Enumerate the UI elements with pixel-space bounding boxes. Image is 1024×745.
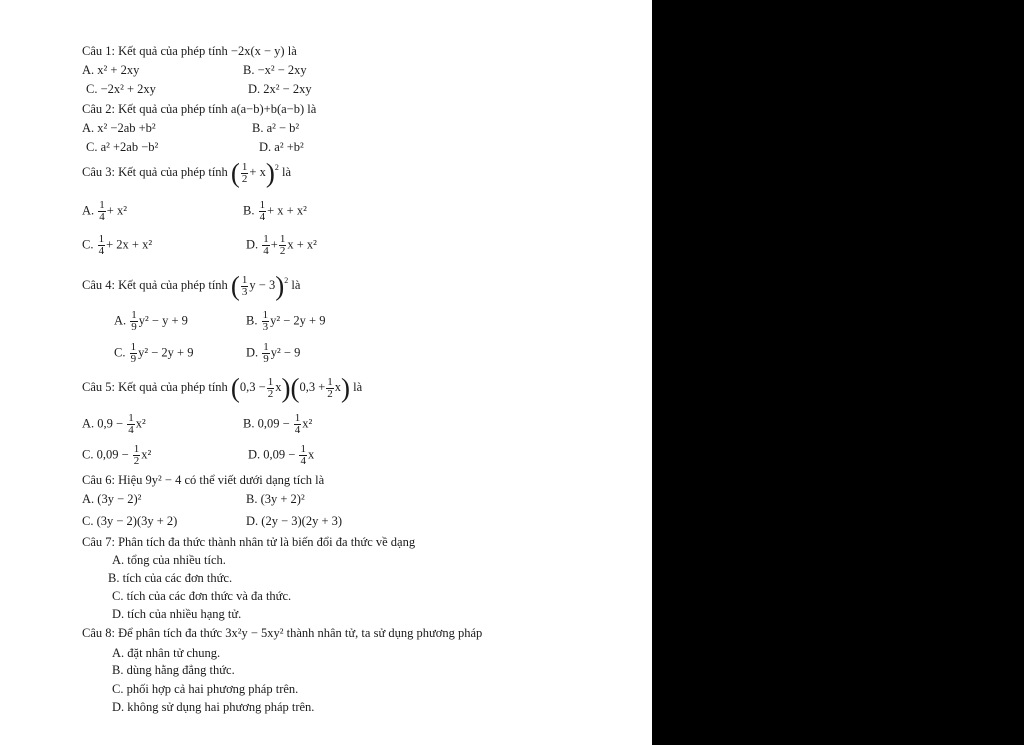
question-7-stem: Câu 7: Phân tích đa thức thành nhân tử là biến đổi đa thức về dạng	[82, 535, 416, 549]
q4-option-c: C. $\frac{1}{9}$ y² − 2y + 9	[114, 341, 194, 365]
question-1-stem: Câu 1: Kết quả của phép tính −2x(x − y) là	[82, 44, 297, 58]
q7-option-c: C. tích của các đơn thức và đa thức.	[112, 589, 292, 603]
q3-option-a: A. $\frac{1}{4}$ + x²	[82, 199, 127, 223]
q7-option-d: D. tích của nhiều hạng tử.	[112, 607, 242, 621]
q6-option-b: B. (3y + 2)²	[246, 492, 305, 506]
q2-option-a: A. x² −2ab +b²	[82, 121, 156, 135]
q1-option-b: B. −x² − 2xy	[243, 63, 307, 77]
question-6-stem: Câu 6: Hiệu 9y² − 4 có thể viết dưới dạng tích là	[82, 473, 325, 487]
q3-option-b: B. $\frac{1}{4}$ + x + x²	[243, 199, 307, 223]
q8-option-d: D. không sử dụng hai phương pháp trên.	[112, 700, 315, 714]
q5-option-c: C. 0,09 − $\frac{1}{2}$ x²	[82, 443, 152, 467]
q2-option-c: C. a² +2ab −b²	[86, 140, 159, 154]
q8-option-a: A. đặt nhân tử chung.	[112, 646, 221, 660]
q2-option-b: B. a² − b²	[252, 121, 300, 135]
q7-option-b: B. tích của các đơn thức.	[108, 571, 233, 585]
question-8-stem: Câu 8: Để phân tích đa thức 3x²y − 5xy² thành nhân tử, ta sử dụng phương pháp	[82, 626, 483, 640]
q6-option-c: C. (3y − 2)(3y + 2)	[82, 514, 178, 528]
q1-option-d: D. 2x² − 2xy	[248, 82, 312, 96]
q5-option-b: B. 0,09 − $\frac{1}{4}$ x²	[243, 412, 313, 436]
q4-option-b: B. $\frac{1}{3}$ y² − 2y + 9	[246, 309, 326, 333]
q7-option-a: A. tổng của nhiều tích.	[112, 553, 226, 567]
q8-option-c: C. phối hợp cả hai phương pháp trên.	[112, 682, 299, 696]
q3-option-c: C. $\frac{1}{4}$ + 2x + x²	[82, 233, 153, 257]
question-3-stem: Câu 3: Kết quả của phép tính ( $\frac{1}{2}$ + x)$^2$ là	[82, 158, 292, 188]
q4-option-d: D. $\frac{1}{9}$ y² − 9	[246, 341, 301, 365]
q2-option-d: D. a² +b²	[259, 140, 304, 154]
q6-option-d: D. (2y − 3)(2y + 3)	[246, 514, 343, 528]
question-2-stem: Câu 2: Kết quả của phép tính a(a−b)+b(a−b) là	[82, 102, 317, 116]
q5-option-a: A. 0,9 − $\frac{1}{4}$ x²	[82, 412, 146, 436]
q6-option-a: A. (3y − 2)²	[82, 492, 142, 506]
question-4-stem: Câu 4: Kết quả của phép tính ( $\frac{1}{3}$ y − 3)$^2$ là	[82, 271, 301, 301]
q1-option-c: C. −2x² + 2xy	[86, 82, 156, 96]
question-5-stem: Câu 5: Kết quả của phép tính (0,3 − $\frac{1}{2}$ x)(0,3 + $\frac{1}{2}$ x) là	[82, 373, 363, 403]
q8-option-b: B. dùng hằng đẳng thức.	[112, 663, 235, 677]
q3-option-d: D. $\frac{1}{4}$ + $\frac{1}{2}$ x + x²	[246, 233, 317, 257]
q4-option-a: A. $\frac{1}{9}$ y² − y + 9	[114, 309, 188, 333]
q5-option-d: D. 0,09 − $\frac{1}{4}$ x	[248, 443, 315, 467]
black-background-panel	[652, 0, 1024, 745]
q1-option-a: A. x² + 2xy	[82, 63, 140, 77]
